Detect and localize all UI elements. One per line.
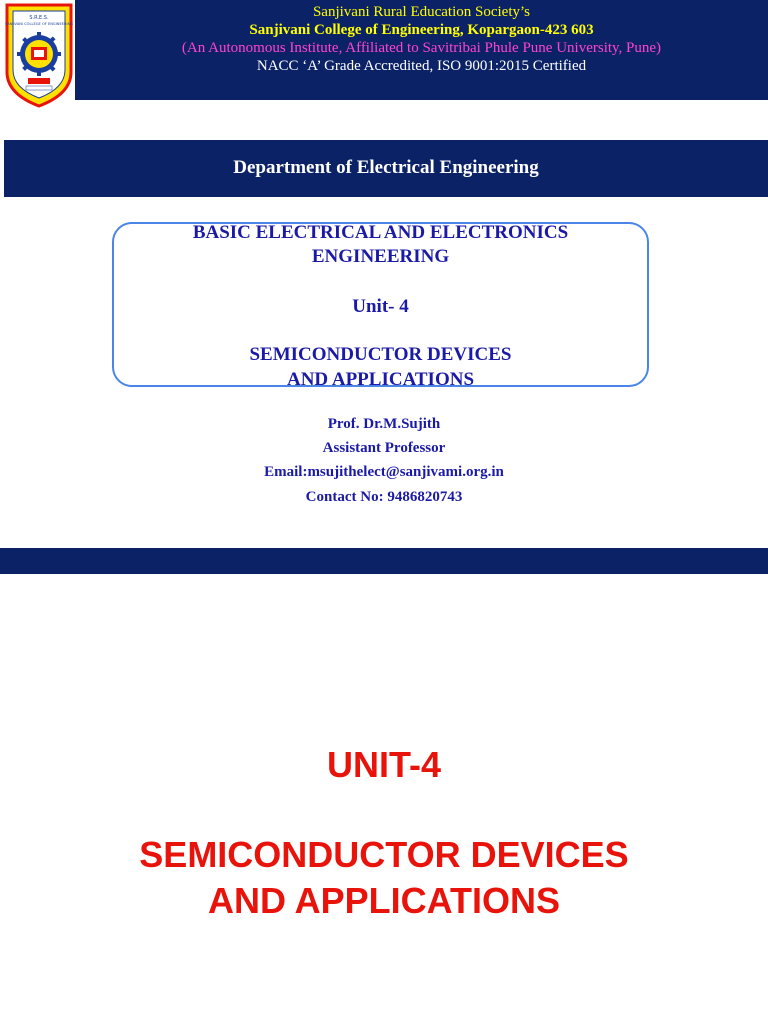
footer-band (0, 548, 768, 574)
department-title: Department of Electrical Engineering (233, 157, 539, 178)
topic-line1: SEMICONDUCTOR DEVICES (249, 344, 512, 365)
affiliation-text: (An Autonomous Institute, Affiliated to Savitribai Phule Pune University, Pune) (181, 40, 662, 56)
logo-bottom-text: SANJIVANI COLLEGE OF ENGINEERING (4, 22, 74, 26)
unit-topic-line2: AND APPLICATIONS (207, 880, 560, 921)
topic-line2: AND APPLICATIONS (286, 369, 475, 390)
college-logo (4, 2, 74, 108)
course-title-line2: ENGINEERING (311, 246, 450, 267)
college-name: Sanjivani College of Engineering, Kopargaon-423 603 (249, 22, 594, 38)
unit-heading: UNIT-4 (326, 744, 441, 785)
department-band (4, 140, 768, 197)
presenter-email: Email:msujithelect@sanjivami.org.in (264, 464, 504, 480)
unit-topic-line1: SEMICONDUCTOR DEVICES (139, 834, 629, 875)
unit-slide (0, 574, 768, 1024)
accreditation-text: NACC ‘A’ Grade Accredited, ISO 9001:2015 Certified (256, 58, 587, 74)
presenter-designation: Assistant Professor (322, 440, 446, 456)
logo-top-text: S.R.E.S. (29, 15, 49, 21)
presenter-contact: Contact No: 9486820743 (305, 489, 463, 505)
course-title-line1: BASIC ELECTRICAL AND ELECTRONICS (192, 222, 569, 243)
unit-label: Unit- 4 (352, 296, 409, 317)
society-name: Sanjivani Rural Education Society’s (312, 4, 531, 20)
presenter-name: Prof. Dr.M.Sujith (327, 416, 441, 432)
